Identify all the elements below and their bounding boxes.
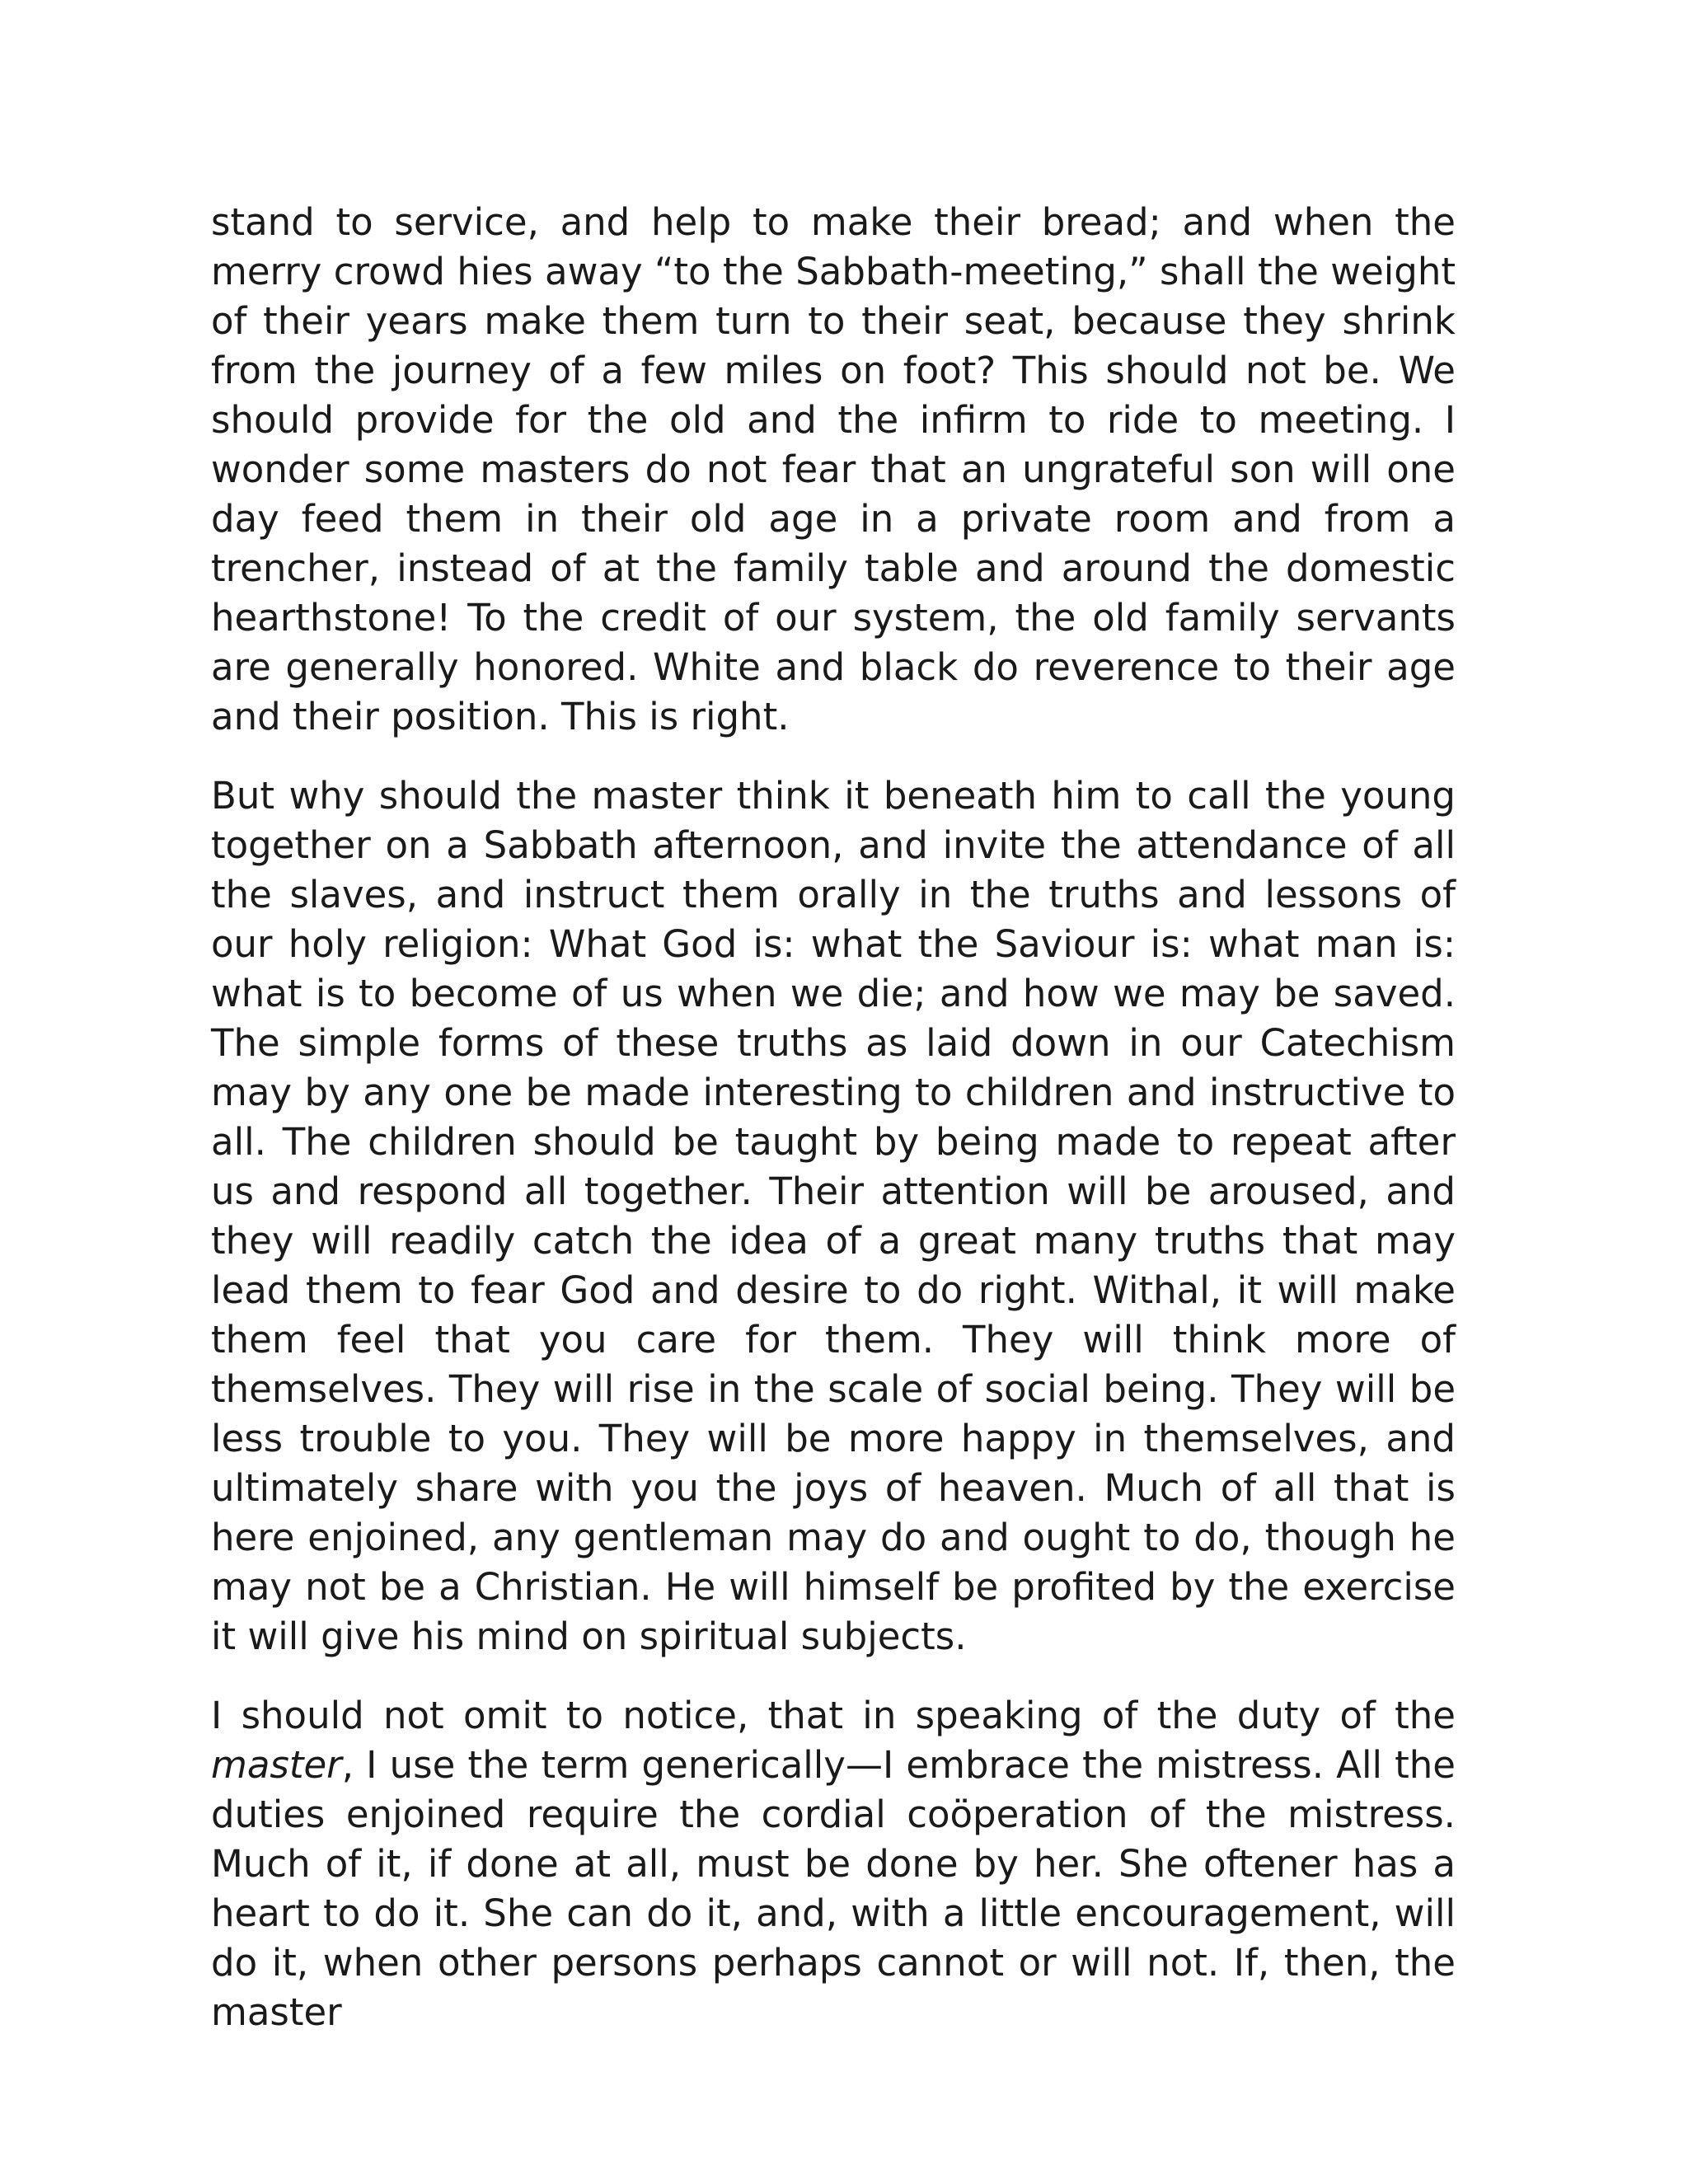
paragraph-3-lead: I should not omit to notice, that in speaking of the duty of the bbox=[211, 1694, 1456, 1737]
paragraph-3 bbox=[211, 1691, 1456, 2037]
body-text bbox=[211, 198, 1456, 2037]
paragraph-1: stand to service, and help to make their bread; and when the merry crowd hies away “to the Sabbath-meeting,” shall the weight of their years make them turn to their seat, because they shrink from the journey of a few miles on foot? This should not be. We should provide for the old and the infirm to ride to meeting. I wonder some masters do not fear that an ungrateful son will one day feed them in their old age in a private room and from a trencher, instead of at the family table and around the domestic hearthstone! To the credit of our system, the old family servants are generally honored. White and black do reverence to their age and their position. This is right. bbox=[211, 200, 1456, 738]
paragraph-3-rest: , I use the term generically—I embrace the mistress. All the duties enjoined require the cordial coöperation of the mistress. Much of it, if done at all, must be done by her. She oftener has a heart to do it. She can do it, and, with a little encouragement, will do it, when other persons perhaps cannot or will not. If, then, the master bbox=[211, 1743, 1456, 2034]
emphasis-master: master bbox=[211, 1743, 342, 1787]
paragraph-2: But why should the master think it beneath him to call the young together on a Sabbath afternoon, and invite the attendance of all the slaves, and instruct them orally in the truths and lessons of our holy religion: What God is: what the Saviour is: what man is: what is to become of us when we die; and how we may be saved. The simple forms of these truths as laid down in our Catechism may by any one be made interesting to children and instructive to all. The children should be taught by being made to repeat after us and respond all together. Their attention will be aroused, and they will readily catch the idea of a great many truths that may lead them to fear God and desire to do right. Withal, it will make them feel that you care for them. They will think more of themselves. They will rise in the scale of social being. They will be less trouble to you. They will be more happy in themselves, and ultimately share with you the joys of heaven. Much of all that is here enjoined, any gentleman may do and ought to do, though he may not be a Christian. He will himself be profited by the exercise it will give his mind on spiritual subjects. bbox=[211, 774, 1456, 1658]
